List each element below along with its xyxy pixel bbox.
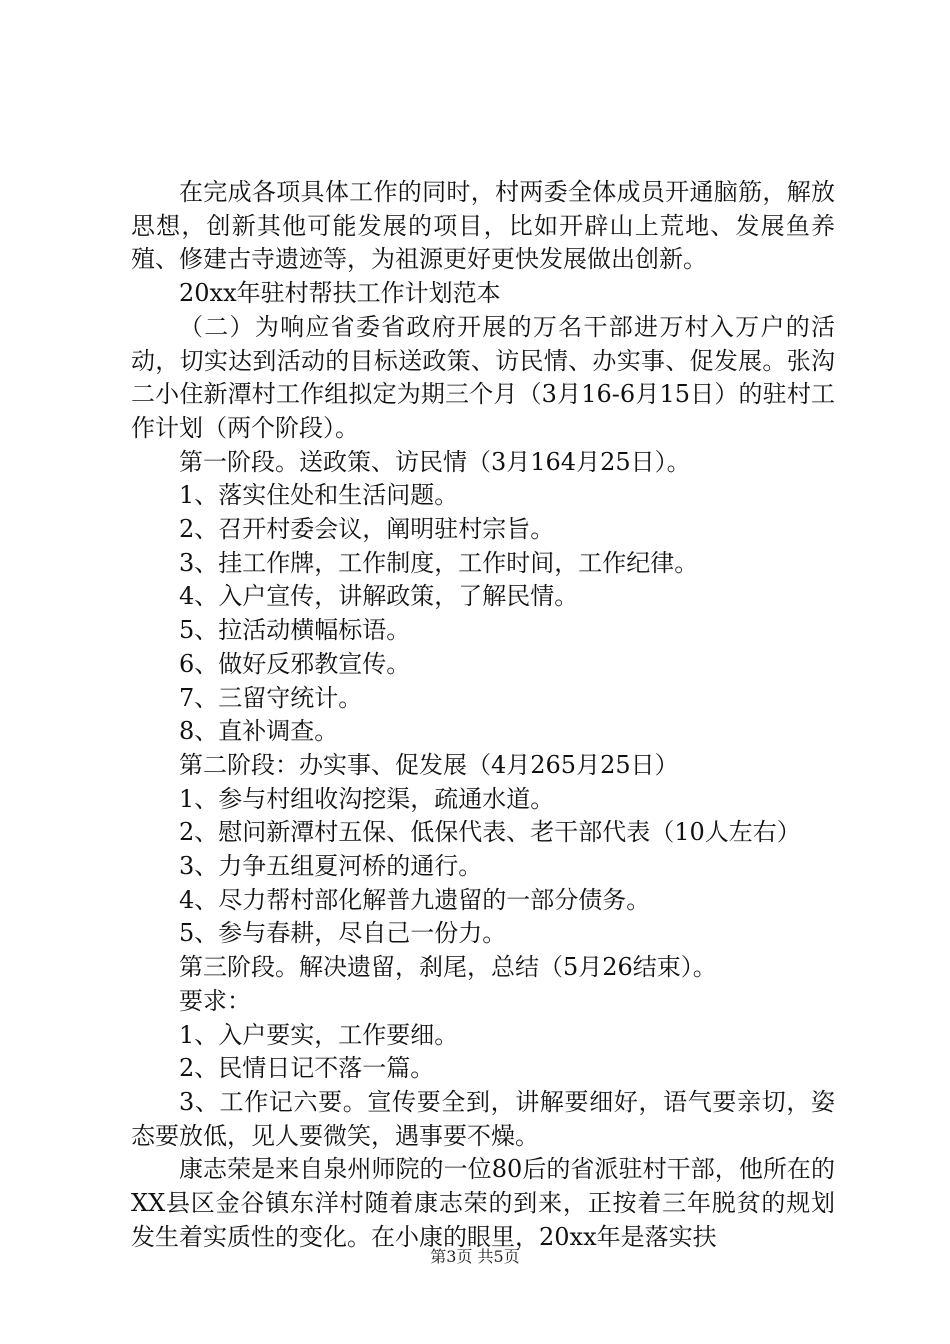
stage-heading: 第三阶段。解决遗留，刹尾，总结（5月26结束）。 xyxy=(179,953,717,982)
list-item: 5、拉活动横幅标语。 xyxy=(179,616,411,645)
list-item: 4、尽力帮村部化解普九遗留的一部分债务。 xyxy=(179,885,651,914)
list-item: 2、慰问新潭村五保、低保代表、老干部代表（10人左右） xyxy=(179,818,801,847)
list-item: 2、召开村委会议，阐明驻村宗旨。 xyxy=(179,515,555,544)
list-item: 1、落实住处和生活问题。 xyxy=(179,481,459,510)
paragraph: 在完成各项具体工作的同时，村两委全体成员开通脑筋，解放思想，创新其他可能发展的项目，比如开辟山上荒地、发展鱼养殖、修建古寺遗迹等，为祖源更好更快发展做出创新。 xyxy=(131,178,835,274)
stage-heading: 第二阶段：办实事、促发展（4月265月25日） xyxy=(179,750,679,779)
document-body xyxy=(131,176,835,1255)
requirements-heading: 要求： xyxy=(179,986,251,1015)
list-item: 3、工作记六要。宣传要全到，讲解要细好，语气要亲切，姿态要放低，见人要微笑，遇事要不燥。 xyxy=(131,1087,835,1150)
list-item: 8、直补调查。 xyxy=(179,717,339,746)
stage-heading: 第一阶段。送政策、访民情（3月164月25日）。 xyxy=(179,447,691,476)
list-item: 3、力争五组夏河桥的通行。 xyxy=(179,852,483,881)
list-item: 1、入户要实，工作要细。 xyxy=(179,1020,459,1049)
list-item: 6、做好反邪教宣传。 xyxy=(179,649,411,678)
paragraph: （二）为响应省委省政府开展的万名干部进万村入万户的活动，切实达到活动的目标送政策、访民情、办实事、促发展。张沟二小住新潭村工作组拟定为期三个月（3月16-6月15日）的驻村工作计划（两个阶段）。 xyxy=(131,312,835,442)
list-item: 1、参与村组收沟挖渠，疏通水道。 xyxy=(179,784,555,813)
list-item: 5、参与春耕，尽自己一份力。 xyxy=(179,919,507,948)
list-item: 4、入户宣传，讲解政策，了解民情。 xyxy=(179,582,579,611)
page-number-footer: 第3页 共5页 xyxy=(430,1247,520,1266)
list-item: 3、挂工作牌，工作制度，工作时间，工作纪律。 xyxy=(179,548,699,577)
list-item: 7、三留守统计。 xyxy=(179,683,363,712)
paragraph: 康志荣是来自泉州师院的一位80后的省派驻村干部，他所在的XX县区金谷镇东洋村随着康志荣的到来，正按着三年脱贫的规划发生着实质性的变化。在小康的眼里，20xx年是落实扶 xyxy=(131,1155,835,1251)
section-title: 20xx年驻村帮扶工作计划范本 xyxy=(179,279,501,308)
list-item: 2、民情日记不落一篇。 xyxy=(179,1054,435,1083)
